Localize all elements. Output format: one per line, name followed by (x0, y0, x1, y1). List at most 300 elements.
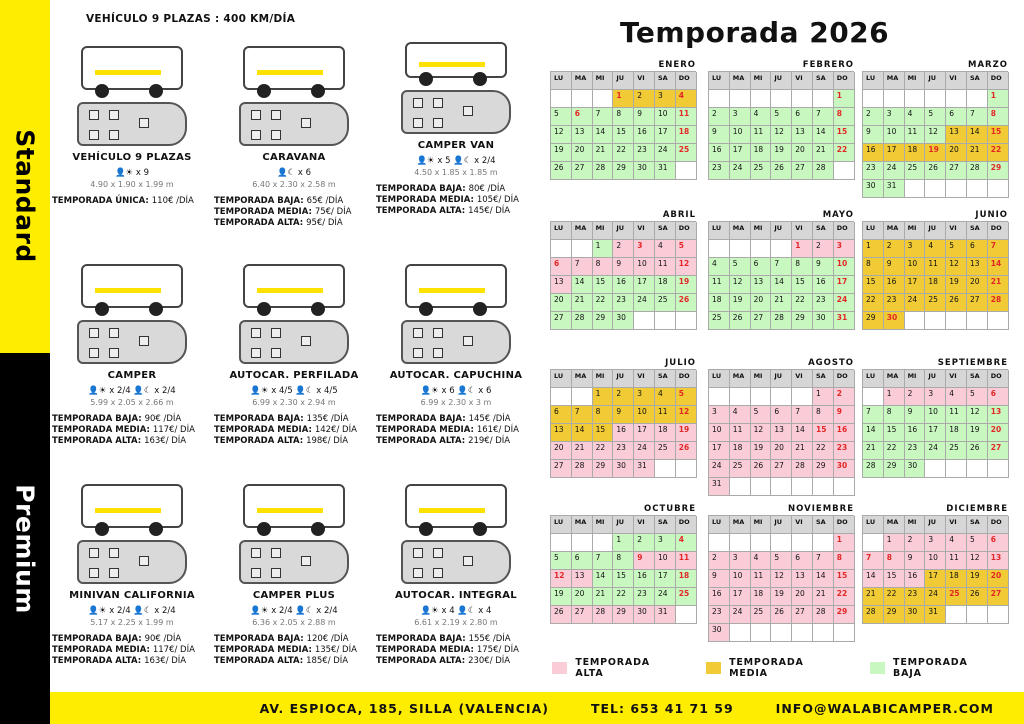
day-cell[interactable]: 6 (988, 534, 1009, 552)
day-cell[interactable]: 1 (792, 240, 813, 258)
day-cell[interactable]: 10 (884, 126, 905, 144)
day-cell[interactable]: 6 (572, 108, 593, 126)
day-cell[interactable]: 20 (946, 144, 967, 162)
day-cell[interactable]: 19 (925, 144, 946, 162)
day-cell[interactable]: 2 (905, 388, 926, 406)
day-cell[interactable]: 21 (771, 294, 792, 312)
day-cell[interactable]: 13 (551, 424, 572, 442)
day-cell[interactable]: 3 (634, 240, 655, 258)
day-cell[interactable]: 19 (771, 588, 792, 606)
day-cell[interactable]: 16 (613, 276, 634, 294)
day-cell[interactable]: 18 (946, 424, 967, 442)
day-cell[interactable]: 22 (593, 442, 614, 460)
day-cell[interactable]: 1 (613, 534, 634, 552)
day-cell[interactable]: 23 (905, 442, 926, 460)
day-cell[interactable]: 14 (792, 424, 813, 442)
day-cell[interactable]: 16 (884, 276, 905, 294)
day-cell[interactable]: 28 (792, 460, 813, 478)
day-cell[interactable]: 5 (771, 108, 792, 126)
day-cell[interactable]: 3 (730, 552, 751, 570)
day-cell[interactable]: 1 (834, 90, 855, 108)
day-cell[interactable]: 16 (863, 144, 884, 162)
day-cell[interactable]: 11 (905, 126, 926, 144)
day-cell[interactable]: 11 (925, 258, 946, 276)
day-cell[interactable]: 25 (946, 588, 967, 606)
day-cell[interactable]: 16 (905, 424, 926, 442)
day-cell[interactable]: 24 (709, 460, 730, 478)
day-cell[interactable]: 31 (655, 162, 676, 180)
day-cell[interactable]: 25 (655, 442, 676, 460)
day-cell[interactable]: 24 (925, 588, 946, 606)
day-cell[interactable]: 1 (834, 534, 855, 552)
day-cell[interactable]: 27 (988, 442, 1009, 460)
day-cell[interactable]: 4 (751, 108, 772, 126)
day-cell[interactable]: 6 (946, 108, 967, 126)
day-cell[interactable]: 20 (551, 294, 572, 312)
day-cell[interactable]: 2 (613, 388, 634, 406)
day-cell[interactable]: 17 (709, 442, 730, 460)
day-cell[interactable]: 31 (709, 478, 730, 496)
day-cell[interactable]: 26 (676, 442, 697, 460)
day-cell[interactable]: 12 (967, 406, 988, 424)
day-cell[interactable]: 25 (751, 606, 772, 624)
day-cell[interactable]: 2 (613, 240, 634, 258)
day-cell[interactable]: 25 (676, 144, 697, 162)
day-cell[interactable]: 21 (593, 144, 614, 162)
day-cell[interactable]: 18 (730, 442, 751, 460)
day-cell[interactable]: 8 (813, 406, 834, 424)
day-cell[interactable]: 20 (771, 442, 792, 460)
day-cell[interactable]: 12 (925, 126, 946, 144)
day-cell[interactable]: 17 (925, 570, 946, 588)
day-cell[interactable]: 9 (834, 406, 855, 424)
day-cell[interactable]: 17 (634, 424, 655, 442)
day-cell[interactable]: 24 (634, 442, 655, 460)
day-cell[interactable]: 24 (634, 294, 655, 312)
day-cell[interactable]: 15 (884, 570, 905, 588)
day-cell[interactable]: 11 (655, 406, 676, 424)
day-cell[interactable]: 25 (925, 294, 946, 312)
day-cell[interactable]: 30 (834, 460, 855, 478)
day-cell[interactable]: 22 (792, 294, 813, 312)
day-cell[interactable]: 10 (634, 258, 655, 276)
day-cell[interactable]: 7 (572, 258, 593, 276)
day-cell[interactable]: 8 (988, 108, 1009, 126)
day-cell[interactable]: 14 (863, 570, 884, 588)
day-cell[interactable]: 22 (863, 294, 884, 312)
day-cell[interactable]: 19 (730, 294, 751, 312)
day-cell[interactable]: 18 (655, 276, 676, 294)
day-cell[interactable]: 8 (884, 406, 905, 424)
day-cell[interactable]: 16 (634, 126, 655, 144)
day-cell[interactable]: 1 (863, 240, 884, 258)
day-cell[interactable]: 16 (709, 588, 730, 606)
day-cell[interactable]: 6 (967, 240, 988, 258)
day-cell[interactable]: 1 (884, 534, 905, 552)
day-cell[interactable]: 28 (988, 294, 1009, 312)
day-cell[interactable]: 20 (551, 442, 572, 460)
day-cell[interactable]: 22 (613, 588, 634, 606)
day-cell[interactable]: 1 (613, 90, 634, 108)
day-cell[interactable]: 31 (655, 606, 676, 624)
day-cell[interactable]: 21 (572, 442, 593, 460)
day-cell[interactable]: 4 (946, 388, 967, 406)
day-cell[interactable]: 18 (751, 588, 772, 606)
day-cell[interactable]: 30 (634, 606, 655, 624)
day-cell[interactable]: 23 (905, 588, 926, 606)
day-cell[interactable]: 1 (813, 388, 834, 406)
day-cell[interactable]: 20 (967, 276, 988, 294)
day-cell[interactable]: 9 (813, 258, 834, 276)
day-cell[interactable]: 29 (884, 606, 905, 624)
day-cell[interactable]: 20 (792, 144, 813, 162)
day-cell[interactable]: 4 (730, 406, 751, 424)
day-cell[interactable]: 27 (572, 606, 593, 624)
day-cell[interactable]: 8 (834, 552, 855, 570)
day-cell[interactable]: 14 (988, 258, 1009, 276)
day-cell[interactable]: 24 (730, 606, 751, 624)
day-cell[interactable]: 12 (946, 258, 967, 276)
day-cell[interactable]: 26 (551, 606, 572, 624)
day-cell[interactable]: 7 (593, 108, 614, 126)
day-cell[interactable]: 2 (634, 90, 655, 108)
day-cell[interactable]: 22 (613, 144, 634, 162)
footer-phone[interactable]: TEL: 653 41 71 59 (590, 700, 734, 716)
day-cell[interactable]: 20 (751, 294, 772, 312)
day-cell[interactable]: 6 (551, 406, 572, 424)
day-cell[interactable]: 17 (730, 144, 751, 162)
day-cell[interactable]: 19 (771, 144, 792, 162)
day-cell[interactable]: 25 (946, 442, 967, 460)
day-cell[interactable]: 29 (613, 162, 634, 180)
day-cell[interactable]: 27 (551, 312, 572, 330)
day-cell[interactable]: 29 (593, 460, 614, 478)
day-cell[interactable]: 18 (946, 570, 967, 588)
day-cell[interactable]: 3 (834, 240, 855, 258)
day-cell[interactable]: 2 (834, 388, 855, 406)
day-cell[interactable]: 24 (925, 442, 946, 460)
day-cell[interactable]: 22 (593, 294, 614, 312)
day-cell[interactable]: 8 (884, 552, 905, 570)
day-cell[interactable]: 1 (593, 240, 614, 258)
day-cell[interactable]: 30 (634, 162, 655, 180)
day-cell[interactable]: 30 (905, 460, 926, 478)
day-cell[interactable]: 10 (709, 424, 730, 442)
day-cell[interactable]: 7 (572, 406, 593, 424)
day-cell[interactable]: 26 (771, 606, 792, 624)
day-cell[interactable]: 9 (634, 108, 655, 126)
day-cell[interactable]: 5 (551, 108, 572, 126)
day-cell[interactable]: 14 (813, 570, 834, 588)
day-cell[interactable]: 3 (925, 388, 946, 406)
day-cell[interactable]: 6 (751, 258, 772, 276)
day-cell[interactable]: 11 (709, 276, 730, 294)
day-cell[interactable]: 6 (572, 552, 593, 570)
day-cell[interactable]: 26 (925, 162, 946, 180)
day-cell[interactable]: 21 (792, 442, 813, 460)
day-cell[interactable]: 13 (572, 570, 593, 588)
day-cell[interactable]: 2 (863, 108, 884, 126)
day-cell[interactable]: 27 (988, 588, 1009, 606)
day-cell[interactable]: 3 (655, 534, 676, 552)
day-cell[interactable]: 13 (946, 126, 967, 144)
day-cell[interactable]: 4 (676, 534, 697, 552)
day-cell[interactable]: 19 (751, 442, 772, 460)
day-cell[interactable]: 9 (884, 258, 905, 276)
day-cell[interactable]: 29 (792, 312, 813, 330)
day-cell[interactable]: 8 (792, 258, 813, 276)
day-cell[interactable]: 15 (593, 424, 614, 442)
day-cell[interactable]: 13 (792, 570, 813, 588)
day-cell[interactable]: 23 (709, 606, 730, 624)
day-cell[interactable]: 30 (884, 312, 905, 330)
day-cell[interactable]: 18 (925, 276, 946, 294)
day-cell[interactable]: 7 (813, 552, 834, 570)
day-cell[interactable]: 23 (834, 442, 855, 460)
day-cell[interactable]: 25 (905, 162, 926, 180)
day-cell[interactable]: 20 (792, 588, 813, 606)
day-cell[interactable]: 13 (551, 276, 572, 294)
day-cell[interactable]: 30 (613, 312, 634, 330)
day-cell[interactable]: 15 (613, 570, 634, 588)
day-cell[interactable]: 16 (905, 570, 926, 588)
day-cell[interactable]: 14 (813, 126, 834, 144)
day-cell[interactable]: 4 (905, 108, 926, 126)
day-cell[interactable]: 28 (813, 606, 834, 624)
day-cell[interactable]: 3 (905, 240, 926, 258)
day-cell[interactable]: 27 (771, 460, 792, 478)
day-cell[interactable]: 29 (988, 162, 1009, 180)
day-cell[interactable]: 31 (634, 460, 655, 478)
day-cell[interactable]: 17 (655, 126, 676, 144)
day-cell[interactable]: 12 (551, 570, 572, 588)
day-cell[interactable]: 17 (925, 424, 946, 442)
day-cell[interactable]: 20 (988, 570, 1009, 588)
day-cell[interactable]: 9 (709, 126, 730, 144)
day-cell[interactable]: 18 (655, 424, 676, 442)
day-cell[interactable]: 16 (613, 424, 634, 442)
day-cell[interactable]: 4 (655, 240, 676, 258)
day-cell[interactable]: 4 (655, 388, 676, 406)
day-cell[interactable]: 6 (771, 406, 792, 424)
day-cell[interactable]: 6 (792, 108, 813, 126)
day-cell[interactable]: 11 (946, 552, 967, 570)
day-cell[interactable]: 25 (730, 460, 751, 478)
day-cell[interactable]: 12 (967, 552, 988, 570)
day-cell[interactable]: 9 (905, 552, 926, 570)
day-cell[interactable]: 17 (834, 276, 855, 294)
day-cell[interactable]: 4 (925, 240, 946, 258)
day-cell[interactable]: 26 (967, 588, 988, 606)
day-cell[interactable]: 20 (572, 144, 593, 162)
day-cell[interactable]: 1 (593, 388, 614, 406)
day-cell[interactable]: 23 (634, 144, 655, 162)
day-cell[interactable]: 15 (884, 424, 905, 442)
day-cell[interactable]: 12 (676, 406, 697, 424)
day-cell[interactable]: 27 (792, 606, 813, 624)
day-cell[interactable]: 28 (813, 162, 834, 180)
day-cell[interactable]: 8 (593, 406, 614, 424)
day-cell[interactable]: 3 (634, 388, 655, 406)
day-cell[interactable]: 29 (813, 460, 834, 478)
day-cell[interactable]: 10 (730, 126, 751, 144)
day-cell[interactable]: 15 (613, 126, 634, 144)
day-cell[interactable]: 2 (709, 552, 730, 570)
day-cell[interactable]: 20 (988, 424, 1009, 442)
day-cell[interactable]: 17 (905, 276, 926, 294)
day-cell[interactable]: 3 (655, 90, 676, 108)
day-cell[interactable]: 10 (925, 406, 946, 424)
day-cell[interactable]: 10 (634, 406, 655, 424)
day-cell[interactable]: 13 (751, 276, 772, 294)
day-cell[interactable]: 16 (834, 424, 855, 442)
day-cell[interactable]: 16 (813, 276, 834, 294)
day-cell[interactable]: 2 (884, 240, 905, 258)
day-cell[interactable]: 24 (655, 144, 676, 162)
day-cell[interactable]: 27 (967, 294, 988, 312)
day-cell[interactable]: 11 (676, 108, 697, 126)
day-cell[interactable]: 22 (988, 144, 1009, 162)
day-cell[interactable]: 15 (863, 276, 884, 294)
day-cell[interactable]: 26 (676, 294, 697, 312)
day-cell[interactable]: 11 (676, 552, 697, 570)
day-cell[interactable]: 28 (593, 162, 614, 180)
day-cell[interactable]: 1 (988, 90, 1009, 108)
day-cell[interactable]: 3 (884, 108, 905, 126)
day-cell[interactable]: 7 (863, 552, 884, 570)
day-cell[interactable]: 31 (925, 606, 946, 624)
day-cell[interactable]: 13 (988, 552, 1009, 570)
day-cell[interactable]: 22 (834, 144, 855, 162)
day-cell[interactable]: 23 (863, 162, 884, 180)
day-cell[interactable]: 17 (884, 144, 905, 162)
day-cell[interactable]: 21 (863, 442, 884, 460)
day-cell[interactable]: 8 (613, 108, 634, 126)
day-cell[interactable]: 14 (593, 570, 614, 588)
day-cell[interactable]: 2 (634, 534, 655, 552)
day-cell[interactable]: 18 (905, 144, 926, 162)
day-cell[interactable]: 18 (709, 294, 730, 312)
day-cell[interactable]: 8 (613, 552, 634, 570)
day-cell[interactable]: 19 (946, 276, 967, 294)
day-cell[interactable]: 4 (709, 258, 730, 276)
day-cell[interactable]: 24 (905, 294, 926, 312)
day-cell[interactable]: 26 (771, 162, 792, 180)
day-cell[interactable]: 23 (613, 442, 634, 460)
day-cell[interactable]: 7 (771, 258, 792, 276)
day-cell[interactable]: 27 (792, 162, 813, 180)
day-cell[interactable]: 22 (813, 442, 834, 460)
day-cell[interactable]: 9 (613, 406, 634, 424)
day-cell[interactable]: 3 (730, 108, 751, 126)
day-cell[interactable]: 10 (834, 258, 855, 276)
day-cell[interactable]: 4 (946, 534, 967, 552)
day-cell[interactable]: 7 (792, 406, 813, 424)
day-cell[interactable]: 5 (946, 240, 967, 258)
day-cell[interactable]: 19 (551, 144, 572, 162)
day-cell[interactable]: 30 (709, 624, 730, 642)
day-cell[interactable]: 14 (572, 276, 593, 294)
day-cell[interactable]: 13 (967, 258, 988, 276)
day-cell[interactable]: 13 (572, 126, 593, 144)
day-cell[interactable]: 21 (813, 144, 834, 162)
day-cell[interactable]: 27 (551, 460, 572, 478)
day-cell[interactable]: 2 (709, 108, 730, 126)
day-cell[interactable]: 14 (593, 126, 614, 144)
day-cell[interactable]: 7 (988, 240, 1009, 258)
day-cell[interactable]: 24 (884, 162, 905, 180)
day-cell[interactable]: 22 (884, 442, 905, 460)
day-cell[interactable]: 4 (676, 90, 697, 108)
day-cell[interactable]: 23 (709, 162, 730, 180)
day-cell[interactable]: 5 (771, 552, 792, 570)
day-cell[interactable]: 28 (863, 606, 884, 624)
day-cell[interactable]: 7 (593, 552, 614, 570)
day-cell[interactable]: 2 (813, 240, 834, 258)
day-cell[interactable]: 1 (884, 388, 905, 406)
day-cell[interactable]: 16 (634, 570, 655, 588)
day-cell[interactable]: 26 (730, 312, 751, 330)
day-cell[interactable]: 9 (709, 570, 730, 588)
day-cell[interactable]: 5 (676, 388, 697, 406)
day-cell[interactable]: 27 (751, 312, 772, 330)
day-cell[interactable]: 5 (967, 388, 988, 406)
day-cell[interactable]: 4 (751, 552, 772, 570)
day-cell[interactable]: 13 (988, 406, 1009, 424)
day-cell[interactable]: 12 (676, 258, 697, 276)
day-cell[interactable]: 8 (834, 108, 855, 126)
day-cell[interactable]: 14 (572, 424, 593, 442)
day-cell[interactable]: 23 (634, 588, 655, 606)
day-cell[interactable]: 15 (792, 276, 813, 294)
day-cell[interactable]: 26 (551, 162, 572, 180)
day-cell[interactable]: 11 (730, 424, 751, 442)
day-cell[interactable]: 2 (905, 534, 926, 552)
day-cell[interactable]: 6 (792, 552, 813, 570)
day-cell[interactable]: 27 (946, 162, 967, 180)
day-cell[interactable]: 9 (613, 258, 634, 276)
day-cell[interactable]: 11 (751, 126, 772, 144)
day-cell[interactable]: 14 (967, 126, 988, 144)
day-cell[interactable]: 6 (988, 388, 1009, 406)
day-cell[interactable]: 12 (771, 126, 792, 144)
day-cell[interactable]: 31 (884, 180, 905, 198)
day-cell[interactable]: 21 (863, 588, 884, 606)
day-cell[interactable]: 19 (967, 570, 988, 588)
day-cell[interactable]: 3 (709, 406, 730, 424)
day-cell[interactable]: 28 (572, 460, 593, 478)
day-cell[interactable]: 29 (593, 312, 614, 330)
day-cell[interactable]: 19 (676, 424, 697, 442)
day-cell[interactable]: 28 (967, 162, 988, 180)
footer-email[interactable]: INFO@WALABICAMPER.COM (775, 700, 994, 716)
day-cell[interactable]: 14 (771, 276, 792, 294)
day-cell[interactable]: 27 (572, 162, 593, 180)
day-cell[interactable]: 30 (863, 180, 884, 198)
day-cell[interactable]: 12 (730, 276, 751, 294)
day-cell[interactable]: 23 (613, 294, 634, 312)
day-cell[interactable]: 30 (613, 460, 634, 478)
day-cell[interactable]: 9 (905, 406, 926, 424)
day-cell[interactable]: 23 (884, 294, 905, 312)
day-cell[interactable]: 12 (751, 424, 772, 442)
day-cell[interactable]: 15 (988, 126, 1009, 144)
day-cell[interactable]: 17 (655, 570, 676, 588)
day-cell[interactable]: 15 (593, 276, 614, 294)
day-cell[interactable]: 18 (676, 126, 697, 144)
day-cell[interactable]: 17 (730, 588, 751, 606)
day-cell[interactable]: 12 (771, 570, 792, 588)
